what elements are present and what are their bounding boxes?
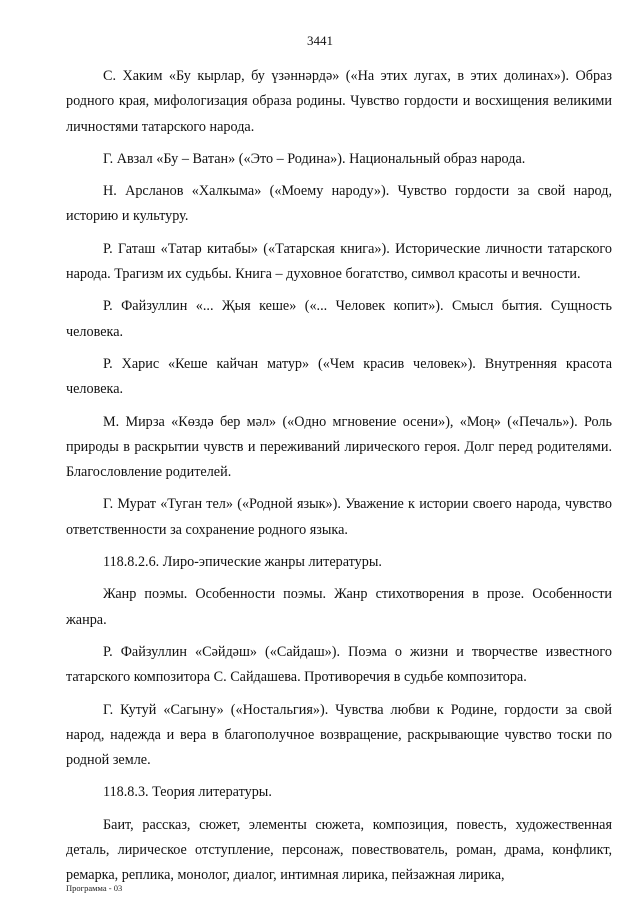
paragraph: Г. Мурат «Туган тел» («Родной язык»). Уважение к истории своего народа, чувство ответственности за сохранение родного языка. bbox=[66, 496, 612, 538]
section-heading: 118.8.3. Теория литературы. bbox=[103, 784, 272, 801]
paragraph: Г. Кутуй «Сагыну» («Ностальгия»). Чувства любви к Родине, гордости за свой народ, надежда и вера в благополучное возвращение, раскрывающие чувство тоски по родной земле. bbox=[66, 701, 612, 769]
paragraph: М. Мирза «Көздә бер мәл» («Одно мгновение осени»), «Моң» («Печаль»). Роль природы в раскрытии чувств и переживаний лирического героя. Долг перед родителями. Благословление родителей. bbox=[66, 413, 612, 481]
paragraph: Баит, рассказ, сюжет, элементы сюжета, композиция, повесть, художественная деталь, лирическое отступление, персонаж, повествователь, роман, драма, конфликт, ремарка, реплика, монолог, диалог, интимная лирика, пейзажная лирика, bbox=[66, 816, 612, 884]
paragraph: Р. Харис «Кеше кайчан матур» («Чем красив человек»). Внутренняя красота человека. bbox=[66, 355, 612, 398]
page-number: 3441 bbox=[307, 33, 333, 48]
paragraph: Жанр поэмы. Особенности поэмы. Жанр стихотворения в прозе. Особенности жанра. bbox=[66, 586, 612, 628]
paragraph: Н. Арсланов «Халкыма» («Моему народу»). Чувство гордости за свой народ, историю и культуру. bbox=[66, 183, 612, 225]
paragraph: Г. Авзал «Бу – Ватан» («Это – Родина»). Национальный образ народа. bbox=[103, 150, 526, 167]
paragraph: Р. Файзуллин «Сәйдәш» («Сайдаш»). Поэма о жизни и творчестве известного татарского композитора С. Сайдашева. Противоречия в судьбе композитора. bbox=[66, 643, 612, 686]
section-heading: 118.8.2.6. Лиро-эпические жанры литературы. bbox=[103, 554, 382, 571]
paragraph: Р. Гаташ «Татар китабы» («Татарская книга»). Исторические личности татарского народа. Трагизм их судьбы. Книга – духовное богатство, символ красоты и вечности. bbox=[66, 240, 612, 283]
paragraph: С. Хаким «Бу кырлар, бу үзәннәрдә» («На этих лугах, в этих долинах»). Образ родного края, мифологизация образа родины. Чувство гордости и восхищения великими личностями татарского народа. bbox=[66, 68, 612, 135]
paragraph: Р. Файзуллин «... Җыя кеше» («... Человек копит»). Смысл бытия. Сущность человека. bbox=[66, 298, 612, 340]
footer-label: Программа - 03 bbox=[66, 883, 123, 893]
document-body bbox=[66, 64, 612, 896]
